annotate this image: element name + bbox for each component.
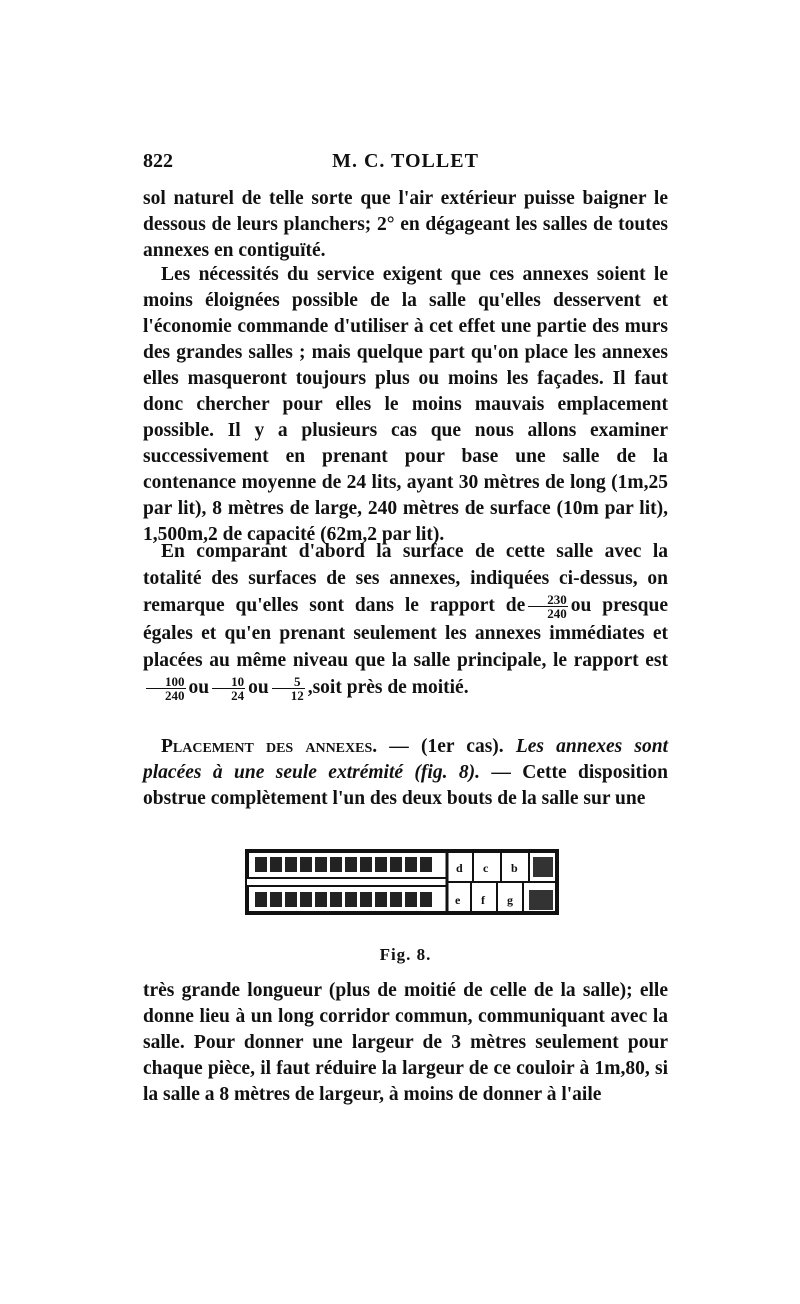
paragraph-requirements <box>143 262 668 548</box>
fraction-230-240: $\frac{230}{240}$ <box>528 593 568 620</box>
paragraph-3-part-c: ,soit près de moitié. <box>307 677 469 699</box>
paragraph-comparison <box>143 538 668 702</box>
room-label-g: g <box>507 893 513 907</box>
paragraph-3-text: En comparant d'abord la surface de cette salle avec la totalité des surfaces de ses annexes, indiquées ci-dessus, on remarque qu'elles sont dans le rapport de $\frac{230}{240}$ ou presque égales et qu'en prenant seulement les annexes immédiates et placées au même niveau que la salle principale, le rapport est $\frac{100}{240}$ ou $\frac{10}{24}$ ou $\frac{5}{12}$ ,soit près de moitié. <box>143 541 668 704</box>
fraction-10-24: $\frac{10}{24}$ <box>212 675 245 702</box>
running-title: M. C. TOLLET <box>332 150 479 172</box>
fraction-5-12: $\frac{5}{12}$ <box>272 675 305 702</box>
paragraph-2-text: Les nécessités du service exigent que ces annexes soient le moins éloignées possible de la salle qu'elles desservent et l'économie commande d'utiliser à cet effet une partie des murs des grandes salles ; mais quelque part qu'on place les annexes elles masqueront toujours plus ou moins les façades. Il faut donc chercher pour elles le moins mauvais emplacement possible. Il y a plusieurs cas que nous allons examiner successivement en prenant pour base une salle de la contenance moyenne de 24 lits, ayant 30 mètres de long (1m,25 par lit), 8 mètres de large, 240 mètres de surface (10m par lit), 1,500m,2 de capacité (62m,2 par lit). <box>143 264 668 545</box>
paragraph-continuation <box>143 186 668 264</box>
floor-plan-drawing <box>245 848 561 916</box>
room-label-f: f <box>481 893 485 907</box>
paragraph-1-text: sol naturel de telle sorte que l'air extérieur puisse baigner le dessous de leurs planchers; 2° en dégageant les salles de toutes annexes en contiguïté. <box>143 188 668 261</box>
page-number: 822 <box>143 150 173 172</box>
paragraph-placement <box>143 734 668 812</box>
room-label-b: b <box>511 861 518 875</box>
paragraph-5-text: très grande longueur (plus de moitié de celle de la salle); elle donne lieu à un long corridor commun, communiquant avec la salle. Pour donner une largeur de 3 mètres seulement pour chaque pièce, il faut réduire la largeur de ce couloir à 1m,80, si la salle a 8 mètres de largeur, à moins de donner à l'aile <box>143 980 668 1105</box>
paragraph-3-part-b: ou presque égales et qu'en prenant seulement les annexes immédiates et placées au même niveau que la salle principale, le rapport est <box>143 595 668 672</box>
paragraph-corridor <box>143 978 668 1108</box>
figure-8-plan <box>245 848 561 916</box>
fraction-100-240: $\frac{100}{240}$ <box>146 675 186 702</box>
paragraph-4-text: Placement des annexes. — (1er cas). Les annexes sont placées à une seule extrémité (fig. 8). — Cette disposition obstrue complètement l'un des deux bouts de la salle sur une <box>143 736 668 809</box>
section-heading: Placement des annexes. <box>161 736 378 757</box>
room-label-c: c <box>483 861 489 875</box>
room-label-e: e <box>455 893 461 907</box>
italic-statement: Les annexes sont placées à une seule extrémité (fig. 8). <box>143 736 668 783</box>
paragraph-3-part-a: En comparant d'abord la surface de cette salle avec la totalité des surfaces de ses annexes, indiquées ci-dessus, on remarque qu'elles sont dans le rapport de <box>143 541 668 616</box>
room-label-d: d <box>456 861 463 875</box>
figure-caption: Fig. 8. <box>379 945 432 964</box>
page-header <box>143 150 668 178</box>
